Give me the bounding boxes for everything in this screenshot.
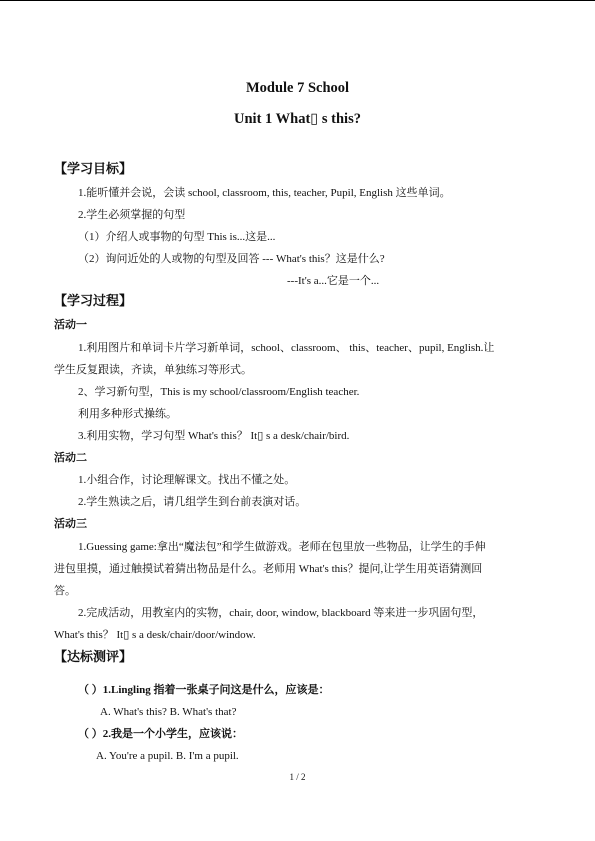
activity-3-title: 活动三 bbox=[54, 517, 87, 530]
activity-2-title: 活动二 bbox=[54, 451, 87, 464]
activity-1-line-3: 2、学习新句型，This is my school/classroom/English teacher. bbox=[78, 386, 360, 398]
test-heading: 【达标测评】 bbox=[54, 650, 133, 665]
goals-line-4: （2）询问近处的人或物的句型及回答 --- What's this？这是什么? bbox=[78, 253, 385, 265]
activity-1-title: 活动一 bbox=[54, 318, 87, 331]
activity-3-line-5: What's this？ It▯ s a desk/chair/door/window. bbox=[54, 629, 256, 641]
activity-2-line-2: 2.学生熟读之后，请几组学生到台前表演对话。 bbox=[78, 496, 307, 508]
question-1-options: A. What's this? B. What's that? bbox=[100, 706, 237, 718]
activity-1-line-1: 1.利用图片和单词卡片学习新单词，school、classroom、 this、teacher、pupil, English.让 bbox=[78, 342, 495, 354]
goals-line-3: （1）介绍人或事物的句型 This is...这是... bbox=[78, 231, 276, 243]
activity-3-line-2: 进包里摸，通过触摸试着猜出物品是什么。老师用 What's this？提问,让学生用英语猜测回 bbox=[54, 563, 483, 575]
activity-1-line-4: 利用多种形式操练。 bbox=[78, 408, 177, 420]
activity-3-line-1: 1.Guessing game:拿出“魔法包”和学生做游戏。老师在包里放一些物品，让学生的手伸 bbox=[78, 541, 486, 553]
activity-3-line-3: 答。 bbox=[54, 585, 76, 597]
activity-2-line-1: 1.小组合作，讨论理解课文。找出不懂之处。 bbox=[78, 474, 296, 486]
goals-line-1: 1.能听懂并会说，会读 school, classroom, this, teacher, Pupil, English 这些单词。 bbox=[78, 187, 451, 199]
question-2: （ ）2.我是一个小学生，应该说： bbox=[78, 728, 243, 740]
goals-line-5: ---It's a...它是一个... bbox=[287, 275, 380, 287]
goals-line-2: 2.学生必须掌握的句型 bbox=[78, 209, 186, 221]
module-title: Module 7 School bbox=[245, 80, 350, 96]
activity-3-line-4: 2.完成活动，用教室内的实物，chair, door, window, blackboard 等来进一步巩固句型， bbox=[78, 607, 484, 619]
page-number: 1 / 2 bbox=[289, 772, 306, 782]
activity-1-line-5: 3.利用实物，学习句型 What's this？ It▯ s a desk/chair/bird. bbox=[78, 430, 350, 442]
unit-title: Unit 1 What▯ s this? bbox=[234, 111, 361, 127]
process-heading: 【学习过程】 bbox=[54, 294, 133, 309]
activity-1-line-2: 学生反复跟读，齐读，单独练习等形式。 bbox=[54, 364, 252, 376]
question-1: （ ）1.Lingling 指着一张桌子问这是什么，应该是： bbox=[78, 684, 330, 696]
question-2-options: A. You're a pupil. B. I'm a pupil. bbox=[96, 750, 239, 762]
goals-heading: 【学习目标】 bbox=[54, 162, 133, 177]
page-top-border bbox=[0, 0, 595, 1]
